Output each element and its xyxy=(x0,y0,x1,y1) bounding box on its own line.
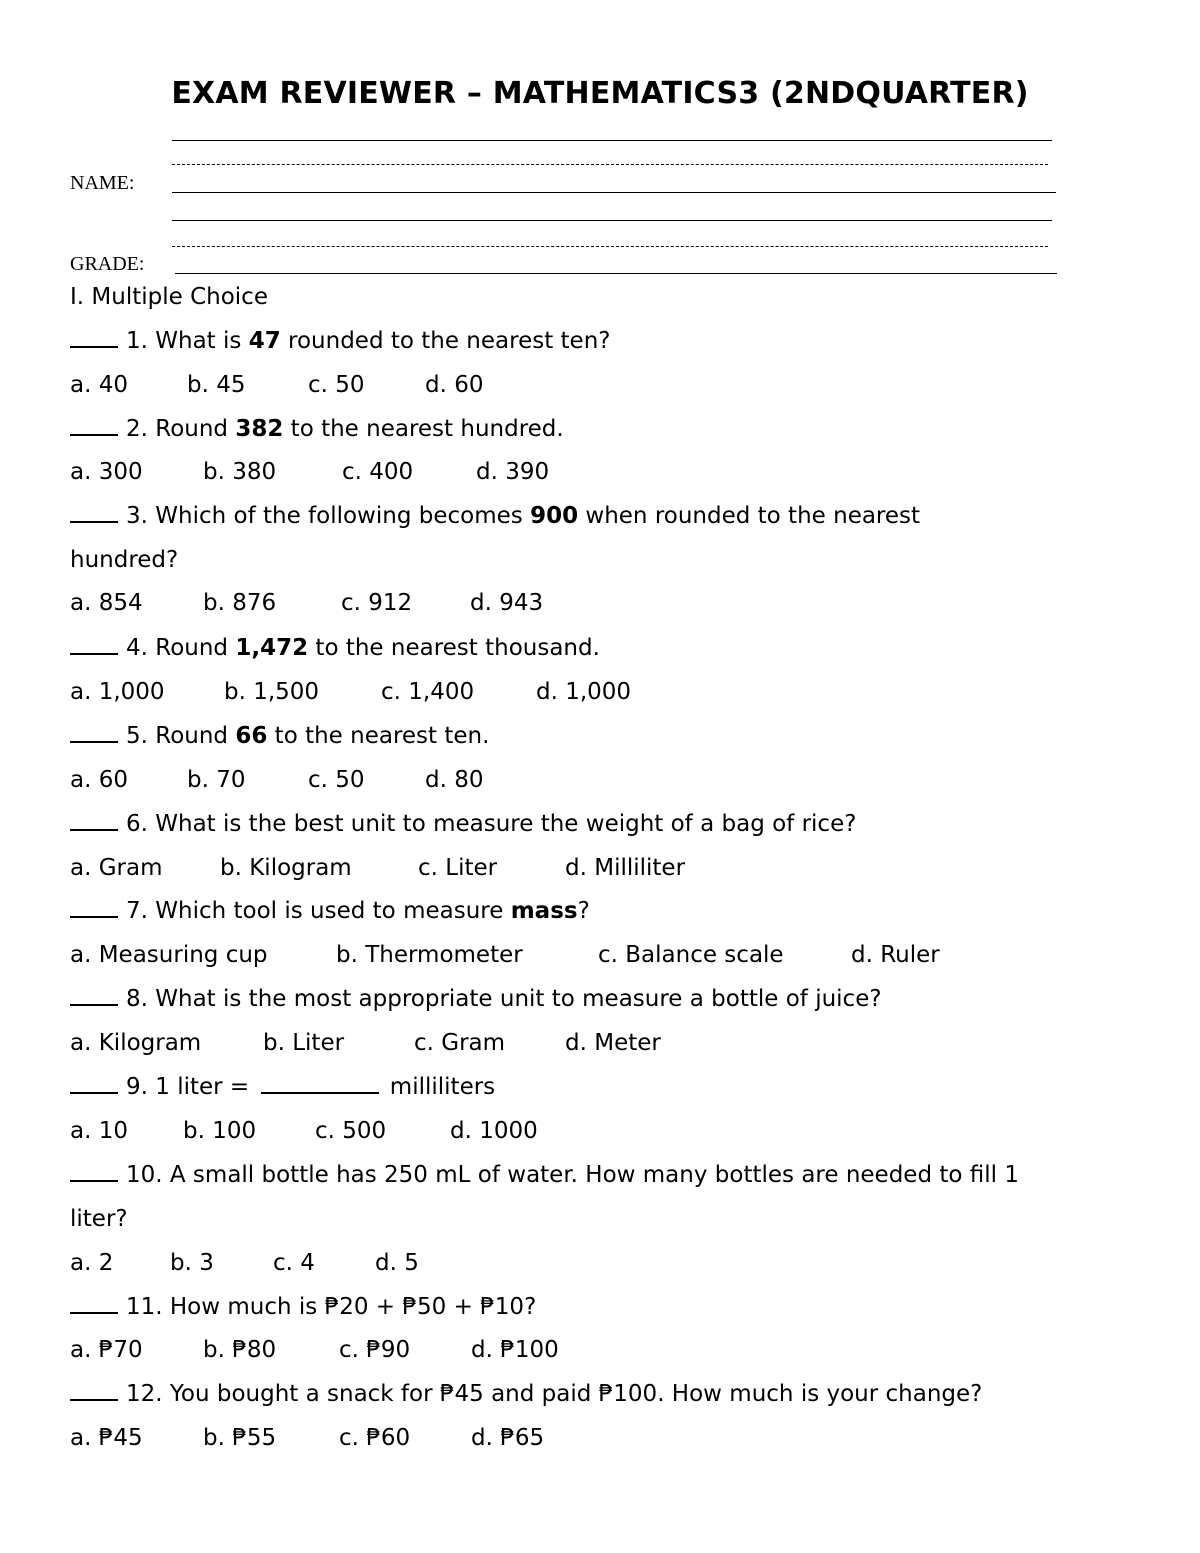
option-a: a. 300 xyxy=(70,459,143,485)
question-emphasis: 66 xyxy=(235,723,268,749)
question-3-continued: hundred? xyxy=(70,547,179,573)
question-text: 1. What is xyxy=(126,328,249,354)
option-b: b. 3 xyxy=(170,1250,214,1276)
question-12 xyxy=(70,1381,982,1407)
options-10 xyxy=(70,1250,1200,1280)
answer-blank[interactable] xyxy=(70,898,118,918)
option-d: d. 943 xyxy=(470,590,544,616)
answer-blank[interactable] xyxy=(70,416,118,436)
question-8 xyxy=(70,986,882,1012)
option-d: d. Ruler xyxy=(851,942,940,968)
option-d: d. ₱65 xyxy=(471,1425,545,1451)
option-d: d. 5 xyxy=(375,1250,419,1276)
question-emphasis: 1,472 xyxy=(235,635,309,661)
question-text: 4. Round xyxy=(126,635,236,661)
answer-blank[interactable] xyxy=(70,1381,118,1401)
option-b: b. Kilogram xyxy=(220,855,352,881)
option-c: c. Gram xyxy=(414,1030,506,1056)
option-c: c. 400 xyxy=(342,459,414,485)
option-c: c. 912 xyxy=(341,590,413,616)
option-c: c. 500 xyxy=(315,1118,387,1144)
option-d: d. 80 xyxy=(425,767,484,793)
question-text: ? xyxy=(577,898,590,924)
options-11 xyxy=(70,1337,1200,1367)
question-text: to the nearest hundred. xyxy=(283,416,564,442)
question-3 xyxy=(70,503,920,529)
options-6 xyxy=(70,855,1200,885)
question-5 xyxy=(70,723,489,749)
section-heading: I. Multiple Choice xyxy=(70,284,268,310)
option-a: a. 2 xyxy=(70,1250,114,1276)
question-text: 8. What is the most appropriate unit to measure a bottle of juice? xyxy=(126,986,882,1012)
answer-blank[interactable] xyxy=(70,723,118,743)
option-a: a. 40 xyxy=(70,372,128,398)
question-4 xyxy=(70,635,600,661)
option-c: c. Liter xyxy=(418,855,498,881)
option-d: d. ₱100 xyxy=(471,1337,559,1363)
grade-label: GRADE: xyxy=(70,253,145,275)
question-text: 9. 1 liter = xyxy=(126,1074,257,1100)
option-d: d. 1000 xyxy=(450,1118,538,1144)
question-6 xyxy=(70,811,856,837)
option-c: c. 50 xyxy=(308,372,365,398)
page-title: EXAM REVIEWER – MATHEMATICS3 (2NDQUARTER) xyxy=(171,76,1029,111)
option-a: a. 1,000 xyxy=(70,679,165,705)
question-text: when rounded to the nearest xyxy=(578,503,921,529)
name-label: NAME: xyxy=(70,172,135,194)
options-1 xyxy=(70,372,1200,402)
option-b: b. 100 xyxy=(183,1118,257,1144)
question-11 xyxy=(70,1294,536,1320)
question-text: rounded to the nearest ten? xyxy=(280,328,611,354)
option-a: a. 10 xyxy=(70,1118,128,1144)
question-text: to the nearest ten. xyxy=(267,723,490,749)
question-text: 12. You bought a snack for ₱45 and paid ₱100. How much is your change? xyxy=(126,1381,983,1407)
answer-blank[interactable] xyxy=(70,1074,118,1094)
option-a: a. ₱70 xyxy=(70,1337,143,1363)
question-9 xyxy=(70,1074,495,1100)
question-text: milliliters xyxy=(382,1074,496,1100)
options-12 xyxy=(70,1425,1200,1455)
option-d: d. 1,000 xyxy=(536,679,632,705)
option-b: b. 70 xyxy=(187,767,246,793)
question-text: 11. How much is ₱20 + ₱50 + ₱10? xyxy=(126,1294,537,1320)
option-b: b. 1,500 xyxy=(224,679,320,705)
question-7 xyxy=(70,898,590,924)
question-text: 10. A small bottle has 250 mL of water. How many bottles are needed to fill 1 xyxy=(126,1162,1019,1188)
header-rule xyxy=(172,220,1052,221)
header-rule xyxy=(172,164,1048,165)
option-a: a. Gram xyxy=(70,855,163,881)
question-1 xyxy=(70,328,611,354)
header-rule xyxy=(172,246,1048,247)
option-c: c. 50 xyxy=(308,767,365,793)
option-b: b. ₱55 xyxy=(203,1425,277,1451)
answer-blank[interactable] xyxy=(70,1294,118,1314)
fill-in-blank[interactable] xyxy=(261,1074,379,1094)
option-a: a. Measuring cup xyxy=(70,942,268,968)
option-a: a. ₱45 xyxy=(70,1425,143,1451)
option-b: b. 45 xyxy=(187,372,246,398)
question-text: 5. Round xyxy=(126,723,236,749)
question-text: 3. Which of the following becomes xyxy=(126,503,531,529)
option-c: c. 1,400 xyxy=(381,679,475,705)
option-d: d. Milliliter xyxy=(565,855,686,881)
answer-blank[interactable] xyxy=(70,1162,118,1182)
header-rule xyxy=(172,140,1052,141)
option-b: b. 876 xyxy=(203,590,277,616)
option-c: c. Balance scale xyxy=(598,942,784,968)
option-b: b. Liter xyxy=(263,1030,345,1056)
question-10 xyxy=(70,1162,1019,1188)
options-3 xyxy=(70,590,1200,620)
option-c: c. ₱60 xyxy=(339,1425,411,1451)
question-text: to the nearest thousand. xyxy=(308,635,600,661)
question-emphasis: 47 xyxy=(248,328,281,354)
question-2 xyxy=(70,416,564,442)
option-b: b. Thermometer xyxy=(336,942,523,968)
option-d: d. 390 xyxy=(476,459,550,485)
option-b: b. 380 xyxy=(203,459,277,485)
option-c: c. ₱90 xyxy=(339,1337,411,1363)
options-2 xyxy=(70,459,1200,489)
option-d: d. Meter xyxy=(565,1030,661,1056)
option-a: a. Kilogram xyxy=(70,1030,202,1056)
options-5 xyxy=(70,767,1200,797)
answer-blank[interactable] xyxy=(70,328,118,348)
options-8 xyxy=(70,1030,1200,1060)
options-7 xyxy=(70,942,1200,972)
answer-blank[interactable] xyxy=(70,811,118,831)
option-c: c. 4 xyxy=(273,1250,315,1276)
answer-blank[interactable] xyxy=(70,986,118,1006)
question-emphasis: mass xyxy=(510,898,578,924)
options-9 xyxy=(70,1118,1200,1148)
option-a: a. 854 xyxy=(70,590,143,616)
question-text: 2. Round xyxy=(126,416,236,442)
name-field[interactable] xyxy=(172,192,1056,193)
answer-blank[interactable] xyxy=(70,635,118,655)
question-text: 6. What is the best unit to measure the weight of a bag of rice? xyxy=(126,811,857,837)
option-b: b. ₱80 xyxy=(203,1337,277,1363)
option-a: a. 60 xyxy=(70,767,128,793)
question-10-continued: liter? xyxy=(70,1206,128,1232)
question-emphasis: 382 xyxy=(235,416,284,442)
option-d: d. 60 xyxy=(425,372,484,398)
grade-field[interactable] xyxy=(175,273,1057,274)
answer-blank[interactable] xyxy=(70,503,118,523)
question-text: 7. Which tool is used to measure xyxy=(126,898,511,924)
question-emphasis: 900 xyxy=(530,503,579,529)
options-4 xyxy=(70,679,1200,709)
